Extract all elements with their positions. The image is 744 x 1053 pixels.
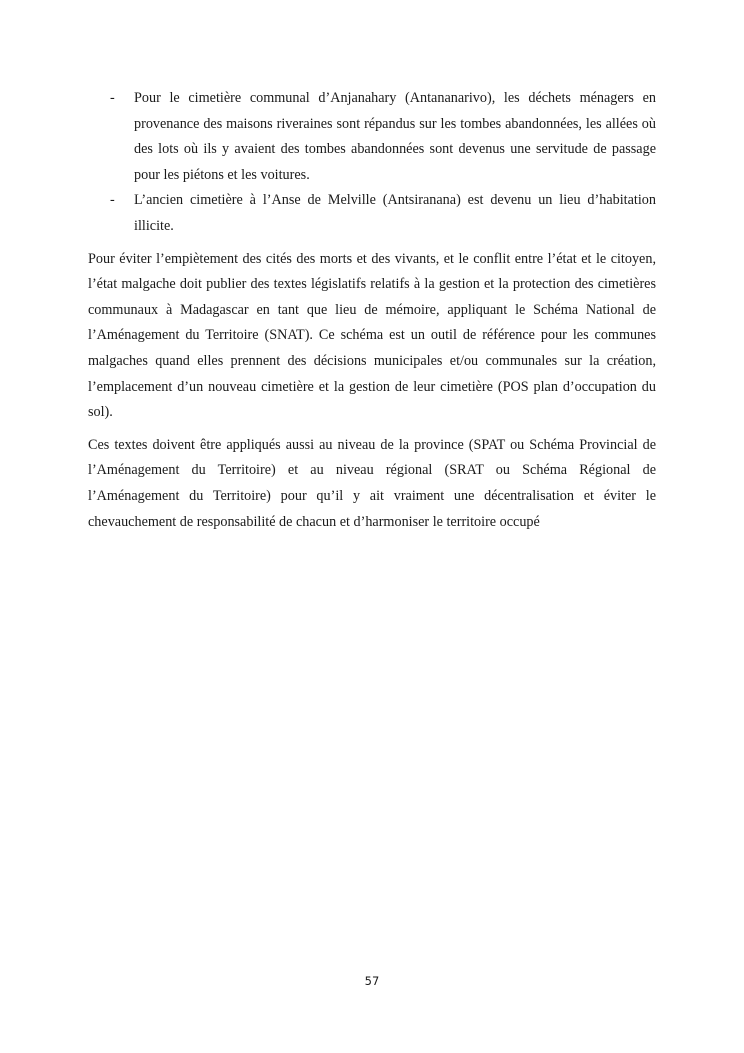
paragraph-snat: Pour éviter l’empiètement des cités des morts et des vivants, et le conflit entre l’état et le citoyen, l’état malgache doit publier des textes législatifs relatifs à la gestion et la protection des cimetières communaux à Madagascar en tant que lieu de mémoire, appliquant le Schéma National de l’Aménagement du Territoire (SNAT). Ce schéma est un outil de référence pour les communes malgaches quand elles prennent des décisions municipales et/ou communales sur la création, l’emplacement d’un nouveau cimetière et la gestion de leur cimetière (POS plan d’occupation du sol). <box>88 250 656 421</box>
bullet-text-anjanahary: Pour le cimetière communal d’Anjanahary (Antananarivo), les déchets ménagers en provenance des maisons riveraines sont répandus sur les tombes abandonnées, les allées où des lots où ils y avaient des tombes abandonnées sont devenus une servitude de passage pour les piétons et les voitures. <box>134 90 656 183</box>
page-number: 57 <box>364 974 380 988</box>
bullet-marker: - <box>110 90 115 106</box>
body-text <box>88 86 656 535</box>
list-item <box>88 188 656 239</box>
bullet-marker: - <box>110 192 115 209</box>
paragraph-spat-srat: Ces textes doivent être appliqués aussi au niveau de la province (SPAT ou Schéma Provincial de l’Aménagement du Territoire) et au niveau régional (SRAT ou Schéma Régional de l’Aménagement du Territoire) pour qu’il y ait vraiment une décentralisation et éviter le chevauchement de responsabilité de chacun et d’harmoniser le territoire occupé <box>88 436 656 530</box>
bullet-text-melville: L’ancien cimetière à l’Anse de Melville (Antsiranana) est devenu un lieu d’habitation illicite. <box>134 192 656 234</box>
bullet-list <box>88 86 656 240</box>
list-item <box>88 86 656 188</box>
